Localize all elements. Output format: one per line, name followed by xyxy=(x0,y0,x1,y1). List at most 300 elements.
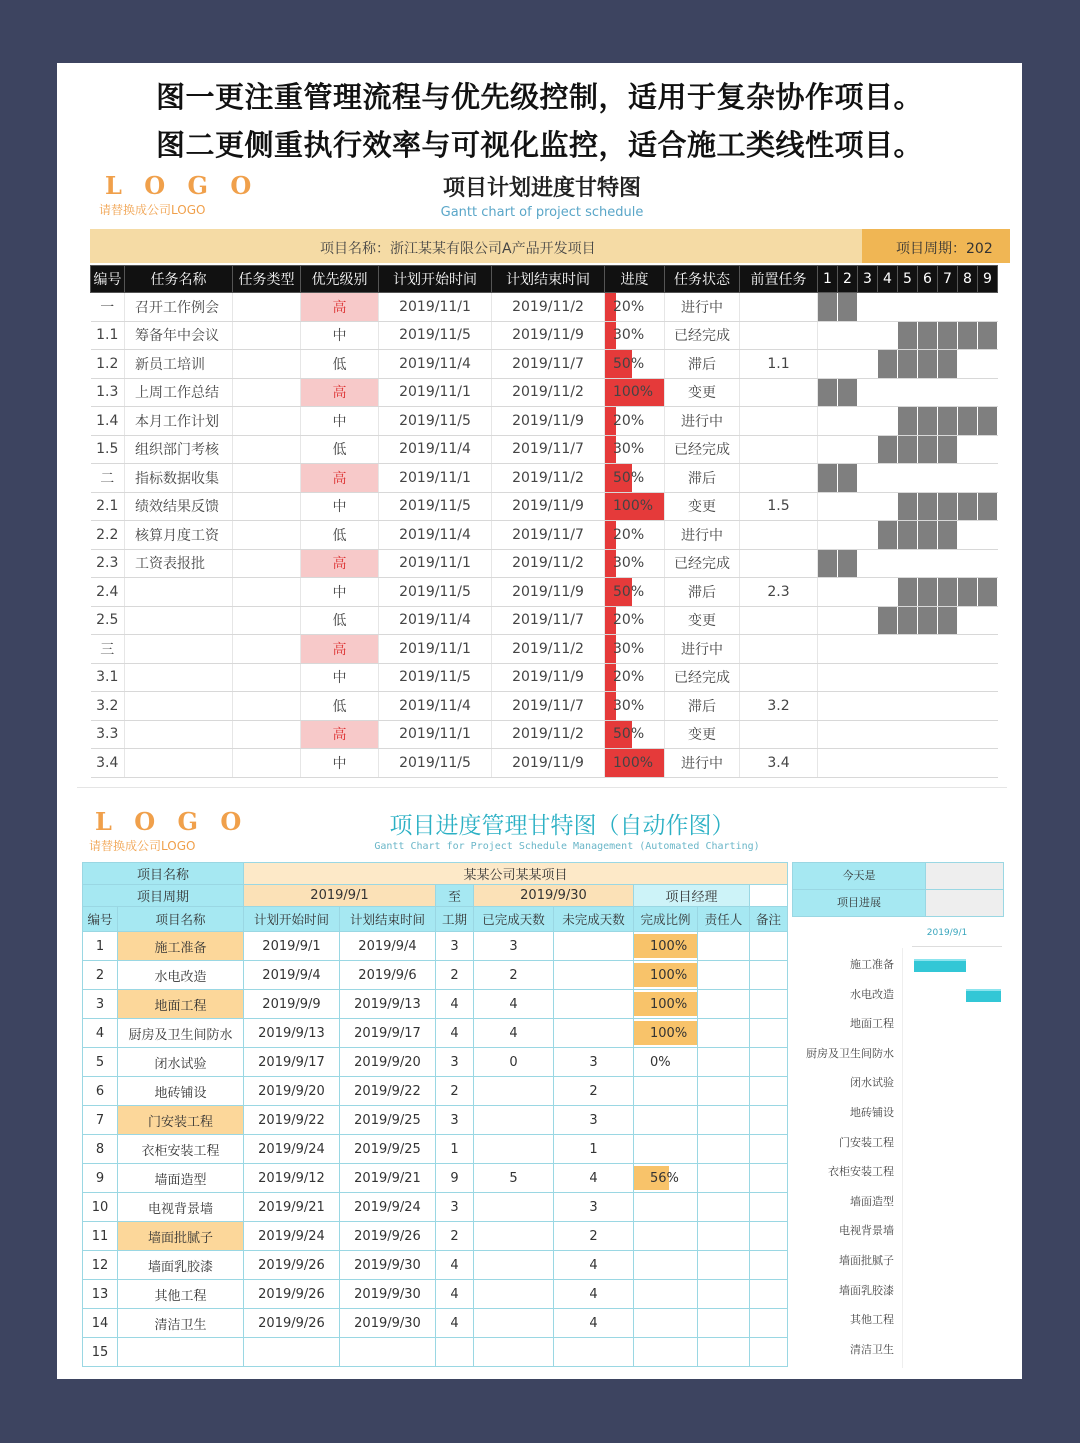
gantt-day-cell xyxy=(898,549,918,578)
task-start: 2019/11/1 xyxy=(379,720,492,749)
task-predecessor xyxy=(740,606,818,635)
progress-text: 100% xyxy=(613,754,654,771)
gantt-day-cell xyxy=(958,492,978,521)
task-end: 2019/11/2 xyxy=(492,378,605,407)
task-priority: 中 xyxy=(301,492,379,521)
schedule-row xyxy=(83,1135,788,1164)
task-row xyxy=(91,663,998,692)
row-name: 墙面批腻子 xyxy=(118,1222,244,1251)
task-start: 2019/11/1 xyxy=(379,549,492,578)
chart1-title: 项目计划进度甘特图 xyxy=(442,176,641,201)
percent-text xyxy=(634,1258,650,1273)
row-duration: 2 xyxy=(436,1222,474,1251)
gantt-day-cell xyxy=(958,606,978,635)
gantt-day-cell xyxy=(818,293,838,322)
row-id: 11 xyxy=(83,1222,118,1251)
gantt-day-cell xyxy=(858,749,878,778)
percent-text xyxy=(634,1200,650,1215)
row-start: 2019/9/24 xyxy=(244,1135,340,1164)
row-note xyxy=(750,1164,788,1193)
row-owner xyxy=(698,1048,750,1077)
progress-text: 50% xyxy=(613,726,645,743)
row-start: 2019/9/26 xyxy=(244,1309,340,1338)
gantt-day-cell xyxy=(858,407,878,436)
row-start: 2019/9/22 xyxy=(244,1106,340,1135)
gantt-day-cell xyxy=(818,549,838,578)
project-period-row xyxy=(83,885,788,907)
gantt-top-line xyxy=(912,946,1002,947)
row-done xyxy=(474,1193,554,1222)
task-start: 2019/11/4 xyxy=(379,521,492,550)
row-id: 10 xyxy=(83,1193,118,1222)
row-percent xyxy=(634,1280,698,1309)
gantt-day-cell xyxy=(958,321,978,350)
task-row xyxy=(91,578,998,607)
percent-text: 100% xyxy=(650,1025,688,1041)
gantt-day-cell xyxy=(918,663,938,692)
row-note xyxy=(750,1193,788,1222)
task-start: 2019/11/4 xyxy=(379,350,492,379)
row-id: 13 xyxy=(83,1280,118,1309)
task-progress xyxy=(605,578,665,607)
gantt-day-cell xyxy=(878,692,898,721)
gantt-day-cell xyxy=(818,492,838,521)
gantt-day-cell xyxy=(958,692,978,721)
task-name: 指标数据收集 xyxy=(125,464,233,493)
gantt-day-cell xyxy=(898,378,918,407)
task-type xyxy=(233,749,301,778)
task-end: 2019/11/9 xyxy=(492,492,605,521)
task-type xyxy=(233,321,301,350)
day-header-cell: 1 xyxy=(818,266,838,293)
gantt-day-cell xyxy=(978,578,998,607)
task-id: 3.1 xyxy=(91,663,125,692)
gantt-label: 厨房及卫生间防水 xyxy=(806,1046,894,1060)
gantt-day-cell xyxy=(978,606,998,635)
day-header-cell: 6 xyxy=(918,266,938,293)
project-name-row xyxy=(83,863,788,885)
task-progress xyxy=(605,350,665,379)
task-progress xyxy=(605,492,665,521)
task-name: 召开工作例会 xyxy=(125,293,233,322)
schedule-row xyxy=(83,1193,788,1222)
row-end: 2019/9/13 xyxy=(340,990,436,1019)
gantt-day-cell xyxy=(938,606,958,635)
row-done: 5 xyxy=(474,1164,554,1193)
row-start: 2019/9/4 xyxy=(244,961,340,990)
task-row xyxy=(91,464,998,493)
task-start: 2019/11/5 xyxy=(379,407,492,436)
task-predecessor xyxy=(740,549,818,578)
gantt-2-header-row xyxy=(83,907,788,932)
row-done xyxy=(474,1077,554,1106)
gantt-day-cell xyxy=(958,663,978,692)
gantt-day-cell xyxy=(838,378,858,407)
task-progress xyxy=(605,720,665,749)
row-done: 2 xyxy=(474,961,554,990)
row-duration: 4 xyxy=(436,1019,474,1048)
row-owner xyxy=(698,932,750,961)
gantt-day-cell xyxy=(978,692,998,721)
label-project-period: 项目周期 xyxy=(83,885,244,907)
row-left xyxy=(554,932,634,961)
task-end: 2019/11/2 xyxy=(492,635,605,664)
row-end: 2019/9/21 xyxy=(340,1164,436,1193)
task-id: 3.3 xyxy=(91,720,125,749)
task-name: 绩效结果反馈 xyxy=(125,492,233,521)
row-id: 9 xyxy=(83,1164,118,1193)
gantt-day-cell xyxy=(838,521,858,550)
header-cell: 编号 xyxy=(91,266,125,293)
gantt-day-cell xyxy=(858,378,878,407)
gantt-label: 门安装工程 xyxy=(839,1135,894,1149)
gantt-day-cell xyxy=(958,549,978,578)
task-priority: 中 xyxy=(301,749,379,778)
row-name: 地砖铺设 xyxy=(118,1077,244,1106)
task-row xyxy=(91,720,998,749)
row-percent xyxy=(634,932,698,961)
gantt-day-cell xyxy=(938,720,958,749)
gantt-day-cell xyxy=(858,492,878,521)
row-name: 衣柜安装工程 xyxy=(118,1135,244,1164)
gantt-day-cell xyxy=(878,720,898,749)
row-owner xyxy=(698,1309,750,1338)
gantt-bar xyxy=(914,959,966,972)
percent-text xyxy=(634,1316,650,1331)
task-id: 1.2 xyxy=(91,350,125,379)
task-progress xyxy=(605,692,665,721)
content-card xyxy=(57,63,1022,1379)
task-end: 2019/11/2 xyxy=(492,549,605,578)
schedule-row xyxy=(83,1164,788,1193)
row-name: 墙面造型 xyxy=(118,1164,244,1193)
gantt-day-cell xyxy=(938,692,958,721)
task-predecessor: 2.3 xyxy=(740,578,818,607)
row-note xyxy=(750,990,788,1019)
gantt-label: 施工准备 xyxy=(850,958,894,971)
progress-text: 20% xyxy=(613,669,645,686)
gantt-day-cell xyxy=(898,749,918,778)
gantt-day-cell xyxy=(898,606,918,635)
task-name xyxy=(125,692,233,721)
gantt-day-cell xyxy=(978,663,998,692)
task-priority: 中 xyxy=(301,663,379,692)
schedule-row xyxy=(83,990,788,1019)
task-predecessor: 1.1 xyxy=(740,350,818,379)
task-type xyxy=(233,521,301,550)
gantt-day-cell xyxy=(898,663,918,692)
schedule-row xyxy=(83,1019,788,1048)
header-cell: 备注 xyxy=(750,907,788,932)
row-name: 地面工程 xyxy=(118,990,244,1019)
task-name xyxy=(125,749,233,778)
day-header-cell: 7 xyxy=(938,266,958,293)
header-cell: 已完成天数 xyxy=(474,907,554,932)
gantt-day-cell xyxy=(838,606,858,635)
chart2-title: 项目进度管理甘特图（自动作图） xyxy=(389,813,735,839)
task-name: 工资表报批 xyxy=(125,549,233,578)
task-status: 变更 xyxy=(665,606,740,635)
task-start: 2019/11/1 xyxy=(379,635,492,664)
task-progress xyxy=(605,606,665,635)
gantt-day-cell xyxy=(838,350,858,379)
row-end: 2019/9/20 xyxy=(340,1048,436,1077)
task-status: 滞后 xyxy=(665,578,740,607)
header-cell: 责任人 xyxy=(698,907,750,932)
gantt-day-cell xyxy=(918,321,938,350)
project-name-2: 某某公司某某项目 xyxy=(244,863,788,885)
task-progress xyxy=(605,549,665,578)
progress-text: 50% xyxy=(613,583,645,600)
gantt-day-cell xyxy=(858,578,878,607)
task-type xyxy=(233,378,301,407)
task-priority: 中 xyxy=(301,321,379,350)
gantt-day-cell xyxy=(818,749,838,778)
task-end: 2019/11/9 xyxy=(492,749,605,778)
task-end: 2019/11/9 xyxy=(492,407,605,436)
gantt-day-cell xyxy=(918,464,938,493)
project-name: 项目名称：浙江某某有限公司A产品开发项目 xyxy=(320,241,596,257)
gantt-day-cell xyxy=(978,407,998,436)
task-type xyxy=(233,692,301,721)
task-end: 2019/11/7 xyxy=(492,435,605,464)
row-done xyxy=(474,1251,554,1280)
row-percent xyxy=(634,1309,698,1338)
gantt-day-cell xyxy=(898,720,918,749)
task-status: 进行中 xyxy=(665,407,740,436)
gantt-day-cell xyxy=(958,350,978,379)
task-priority: 高 xyxy=(301,720,379,749)
gantt-day-cell xyxy=(818,435,838,464)
gantt-day-cell xyxy=(918,578,938,607)
task-id: 2.1 xyxy=(91,492,125,521)
gantt-day-cell xyxy=(858,435,878,464)
schedule-row xyxy=(83,1251,788,1280)
gantt-day-cell xyxy=(958,435,978,464)
task-status: 已经完成 xyxy=(665,663,740,692)
label-progress: 项目进展 xyxy=(792,889,926,917)
gantt-day-cell xyxy=(958,464,978,493)
task-status: 已经完成 xyxy=(665,435,740,464)
gantt-label: 墙面造型 xyxy=(850,1194,894,1208)
task-predecessor xyxy=(740,293,818,322)
gantt-day-cell xyxy=(818,378,838,407)
task-start: 2019/11/5 xyxy=(379,749,492,778)
row-id: 12 xyxy=(83,1251,118,1280)
gantt-day-cell xyxy=(938,407,958,436)
task-row xyxy=(91,492,998,521)
gantt-label: 墙面乳胶漆 xyxy=(839,1283,894,1297)
percent-text xyxy=(634,1287,650,1302)
progress-text: 30% xyxy=(613,441,645,458)
row-done: 4 xyxy=(474,1019,554,1048)
task-progress xyxy=(605,378,665,407)
row-note xyxy=(750,1106,788,1135)
task-row xyxy=(91,350,998,379)
gantt-day-cell xyxy=(858,521,878,550)
gantt-day-cell xyxy=(978,635,998,664)
schedule-row xyxy=(83,961,788,990)
row-left xyxy=(554,1019,634,1048)
headline-line-2: 图二更侧重执行效率与可视化监控，适合施工类线性项目。 xyxy=(155,128,923,162)
label-project-name: 项目名称 xyxy=(83,863,244,885)
row-name: 墙面乳胶漆 xyxy=(118,1251,244,1280)
task-end: 2019/11/7 xyxy=(492,606,605,635)
gantt-day-cell xyxy=(858,692,878,721)
task-name xyxy=(125,578,233,607)
period-end: 2019/9/30 xyxy=(474,885,634,907)
task-status: 进行中 xyxy=(665,749,740,778)
task-type xyxy=(233,435,301,464)
gantt-day-cell xyxy=(978,435,998,464)
gantt-day-cell xyxy=(838,749,858,778)
row-owner xyxy=(698,1164,750,1193)
gantt-day-cell xyxy=(818,663,838,692)
row-duration: 3 xyxy=(436,1048,474,1077)
row-duration: 4 xyxy=(436,1251,474,1280)
gantt-day-cell xyxy=(878,606,898,635)
gantt-day-cell xyxy=(818,321,838,350)
gantt-day-cell xyxy=(818,720,838,749)
row-owner xyxy=(698,1077,750,1106)
gantt-day-cell xyxy=(978,492,998,521)
row-name: 其他工程 xyxy=(118,1280,244,1309)
schedule-row xyxy=(83,1048,788,1077)
row-left: 4 xyxy=(554,1309,634,1338)
task-progress xyxy=(605,321,665,350)
gantt-label: 水电改造 xyxy=(850,987,894,1001)
row-left: 3 xyxy=(554,1193,634,1222)
percent-text xyxy=(634,1113,650,1128)
row-note xyxy=(750,1280,788,1309)
gantt-day-cell xyxy=(838,464,858,493)
gantt-day-cell xyxy=(898,692,918,721)
row-percent xyxy=(634,1019,698,1048)
day-header-cell: 2 xyxy=(838,266,858,293)
row-owner xyxy=(698,1222,750,1251)
task-name: 本月工作计划 xyxy=(125,407,233,436)
gantt-day-cell xyxy=(938,492,958,521)
row-name: 厨房及卫生间防水 xyxy=(118,1019,244,1048)
task-priority: 高 xyxy=(301,293,379,322)
gantt-1-header-row xyxy=(91,266,998,293)
chart1-subtitle: Gantt chart of project schedule xyxy=(440,205,644,220)
task-name: 组织部门考核 xyxy=(125,435,233,464)
row-duration: 2 xyxy=(436,1077,474,1106)
task-row xyxy=(91,521,998,550)
schedule-row xyxy=(83,1309,788,1338)
row-end xyxy=(340,1338,436,1367)
row-note xyxy=(750,1048,788,1077)
task-start: 2019/11/5 xyxy=(379,578,492,607)
gantt-day-cell xyxy=(858,606,878,635)
row-id: 6 xyxy=(83,1077,118,1106)
task-name: 新员工培训 xyxy=(125,350,233,379)
gantt-day-cell xyxy=(938,749,958,778)
task-row xyxy=(91,378,998,407)
row-id: 1 xyxy=(83,932,118,961)
manager-value xyxy=(750,885,788,907)
row-name: 门安装工程 xyxy=(118,1106,244,1135)
gantt-day-cell xyxy=(838,549,858,578)
task-progress xyxy=(605,749,665,778)
gantt-day-cell xyxy=(978,293,998,322)
task-status: 变更 xyxy=(665,378,740,407)
task-type xyxy=(233,720,301,749)
gantt-day-cell xyxy=(918,749,938,778)
task-predecessor xyxy=(740,435,818,464)
gantt-day-cell xyxy=(878,321,898,350)
task-id: 3.4 xyxy=(91,749,125,778)
task-type xyxy=(233,549,301,578)
row-name: 闭水试验 xyxy=(118,1048,244,1077)
gantt-day-cell xyxy=(878,521,898,550)
header-cell: 任务类型 xyxy=(233,266,301,293)
gantt-day-cell xyxy=(918,350,938,379)
mini-gantt-chart xyxy=(802,928,1012,1368)
gantt-day-cell xyxy=(978,321,998,350)
row-percent xyxy=(634,1164,698,1193)
row-left: 3 xyxy=(554,1106,634,1135)
gantt-day-cell xyxy=(878,578,898,607)
gantt-day-cell xyxy=(838,407,858,436)
schedule-row xyxy=(83,1077,788,1106)
task-name xyxy=(125,663,233,692)
row-id: 7 xyxy=(83,1106,118,1135)
progress-value xyxy=(925,889,1004,917)
task-id: 2.4 xyxy=(91,578,125,607)
row-note xyxy=(750,932,788,961)
task-type xyxy=(233,606,301,635)
row-id: 2 xyxy=(83,961,118,990)
task-predecessor xyxy=(740,521,818,550)
gantt-day-cell xyxy=(838,293,858,322)
logo-sub-2: 请替换成公司LOGO xyxy=(89,839,196,853)
gantt-day-cell xyxy=(838,492,858,521)
gantt-day-cell xyxy=(818,635,838,664)
row-percent xyxy=(634,1251,698,1280)
row-note xyxy=(750,961,788,990)
row-note xyxy=(750,1251,788,1280)
task-status: 已经完成 xyxy=(665,549,740,578)
task-id: 一 xyxy=(91,293,125,322)
label-manager: 项目经理 xyxy=(634,885,750,907)
gantt-day-cell xyxy=(958,720,978,749)
header-cell: 编号 xyxy=(83,907,118,932)
row-percent xyxy=(634,961,698,990)
gantt-day-cell xyxy=(878,293,898,322)
day-header-cell: 5 xyxy=(898,266,918,293)
task-predecessor xyxy=(740,663,818,692)
gantt-label: 其他工程 xyxy=(850,1313,894,1327)
percent-text: 100% xyxy=(650,967,688,983)
row-start: 2019/9/12 xyxy=(244,1164,340,1193)
task-predecessor xyxy=(740,321,818,350)
schedule-row xyxy=(83,1338,788,1367)
row-start: 2019/9/24 xyxy=(244,1222,340,1251)
row-start: 2019/9/21 xyxy=(244,1193,340,1222)
gantt-day-cell xyxy=(878,464,898,493)
gantt-day-cell xyxy=(938,378,958,407)
row-owner xyxy=(698,1135,750,1164)
row-owner xyxy=(698,1019,750,1048)
task-id: 1.4 xyxy=(91,407,125,436)
row-note xyxy=(750,1135,788,1164)
gantt-day-cell xyxy=(978,378,998,407)
row-duration: 4 xyxy=(436,1280,474,1309)
progress-text: 20% xyxy=(613,412,645,429)
row-owner xyxy=(698,1193,750,1222)
